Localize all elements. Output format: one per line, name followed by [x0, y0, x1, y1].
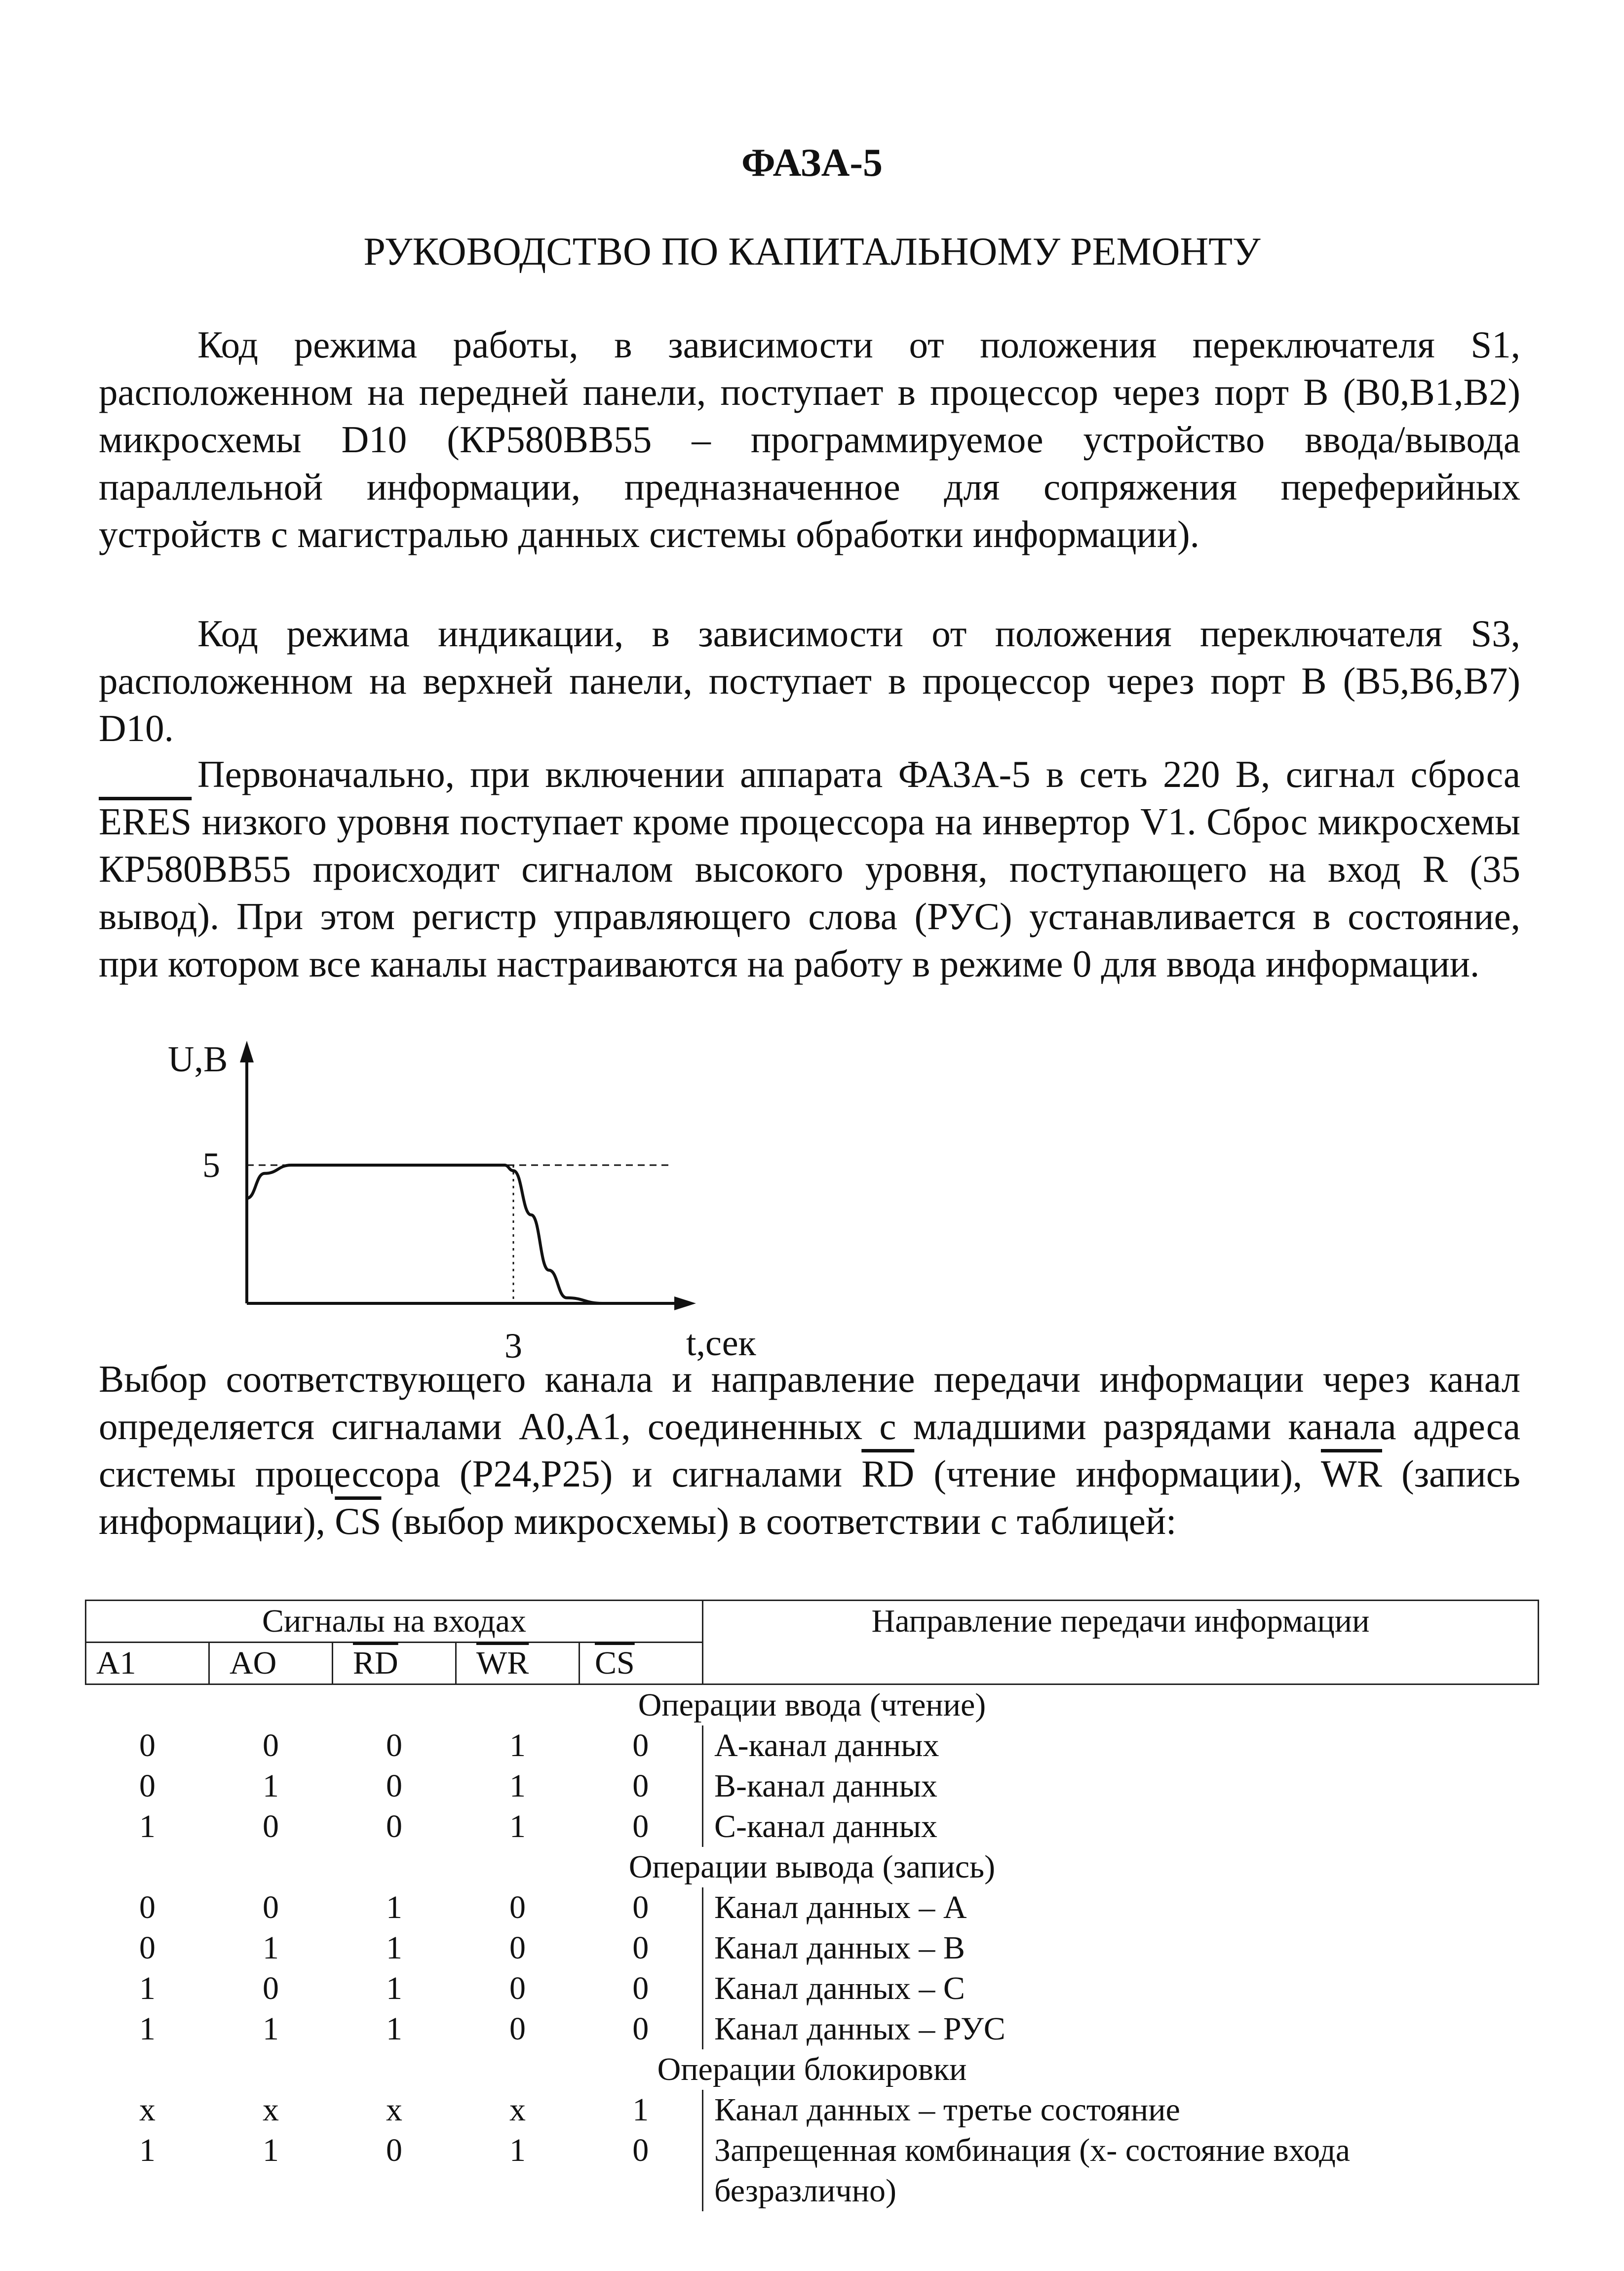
selection-text-c: (запись информации),	[99, 1452, 1521, 1542]
cell-a0: 0	[263, 1970, 279, 2006]
cell-a0: 1	[263, 2011, 279, 2047]
paragraph-indication-mode: Код режима индикации, в зависимости от положения переключателя S3, расположенном на верхней панели, поступает в процессор через порт B (B5,B6,B7) D10.	[99, 612, 1520, 749]
cell-cs: 0	[632, 1727, 649, 1763]
cell-rd: 0	[386, 2132, 402, 2168]
cell-rd: 1	[386, 1970, 402, 2006]
y-tick-label: 5	[202, 1145, 220, 1185]
cell-wr: 1	[509, 2132, 526, 2168]
selection-text-a: Выбор соответствующего канала и направление передачи информации через канал определяется сигналами A0,A1, соединенных с младшими разрядами канала адреса системы процессора (P24,P25) и сигналами	[99, 1358, 1520, 1495]
rd-signal: $\overline{RD}$	[861, 1452, 915, 1495]
cell-cs: 0	[632, 2011, 649, 2047]
cell-a1: 0	[139, 1930, 155, 1966]
cell-a1: 1	[139, 1808, 155, 1844]
cell-rd: 1	[386, 1930, 402, 1966]
cell-cs: 0	[632, 2132, 649, 2168]
cell-direction: Канал данных – С	[703, 1968, 1539, 2009]
cell-rd: 0	[386, 1727, 402, 1763]
cell-cs: 1	[632, 2092, 649, 2128]
x-axis-arrow-icon	[674, 1296, 696, 1310]
table-row	[86, 1887, 1539, 1928]
reset-signal-chart	[148, 1027, 790, 1372]
paragraph-operating-mode: Код режима работы, в зависимости от положения переключателя S1, расположенном на передней панели, поступает в процессор через порт B (B0,B1,B2) микросхемы D10 (КР580ВВ55 – программируемое устройство ввода/вывода параллельной информации, предназначенное для сопряжения переферийных устройств с магистралью данных системы обработки информации).	[99, 323, 1520, 555]
reset-text-before: Первоначально, при включении аппарата ФАЗА-5 в сеть 220 В, сигнал сброса	[197, 753, 1520, 795]
selection-text-d: (выбор микросхемы) в соответствии с таблицей:	[390, 1500, 1177, 1542]
table-row	[86, 2090, 1539, 2130]
table-row	[86, 2130, 1539, 2211]
cell-wr: 0	[509, 1930, 526, 1966]
table-row	[86, 1806, 1539, 1847]
cell-cs: 0	[632, 1808, 649, 1844]
reset-text-after: низкого уровня поступает кроме процессора на инвертор V1. Сброс микросхемы КР580ВВ55 происходит сигналом высокого уровня, поступающего на вход R (35 вывод). При этом регистр управляющего слова (РУС) устанавливается в состояние, при котором все каналы настраиваются на работу в режиме 0 для ввода информации.	[99, 800, 1521, 985]
cell-direction: Канал данных – В	[703, 1928, 1539, 1968]
direction-header: Направление передачи информации	[703, 1601, 1539, 1684]
paragraph-reset-signal	[99, 750, 1520, 987]
cell-wr: 0	[509, 1889, 526, 1925]
cell-direction: Канал данных – РУС	[703, 2009, 1539, 2049]
cell-a1: 1	[139, 2132, 155, 2168]
cell-a1: 0	[139, 1768, 155, 1804]
column-header-cs-text: $\overline{CS}$	[595, 1645, 635, 1681]
group-header: Сигналы на входах	[86, 1601, 703, 1643]
x-axis-label: t,сек	[686, 1323, 756, 1364]
cell-a1: 1	[139, 1970, 155, 2006]
cell-wr: 1	[509, 1808, 526, 1844]
column-header-a1: A1	[86, 1643, 209, 1684]
cell-rd: x	[386, 2092, 402, 2128]
cell-direction: С-канал данных	[703, 1806, 1539, 1847]
cell-wr: 0	[509, 2011, 526, 2047]
signal-truth-table	[85, 1600, 1539, 2211]
cell-a0: 1	[263, 2132, 279, 2168]
table-row	[86, 2009, 1539, 2049]
table-row	[86, 1725, 1539, 1766]
table-row	[86, 1968, 1539, 2009]
selection-text-b: (чтение информации),	[933, 1452, 1303, 1495]
section-title-blocking: Операции блокировки	[657, 2051, 967, 2087]
cell-cs: 0	[632, 1768, 649, 1804]
cell-a1: x	[139, 2092, 155, 2128]
cell-direction: В-канал данных	[703, 1766, 1539, 1806]
cell-direction: А-канал данных	[703, 1725, 1539, 1766]
section-title-input: Операции ввода (чтение)	[638, 1687, 986, 1723]
column-header-a0: AO	[209, 1643, 333, 1684]
eres-signal: ERES	[99, 800, 192, 843]
column-header-rd	[333, 1643, 456, 1684]
document-subtitle: РУКОВОДСТВО ПО КАПИТАЛЬНОМУ РЕМОНТУ	[363, 230, 1261, 274]
cell-a1: 0	[139, 1727, 155, 1763]
document-title: ФАЗА-5	[741, 141, 883, 185]
cell-wr: 1	[509, 1768, 526, 1804]
cell-rd: 1	[386, 1889, 402, 1925]
paragraph-channel-selection	[99, 1355, 1520, 1545]
cell-rd: 0	[386, 1808, 402, 1844]
cell-a0: x	[263, 2092, 279, 2128]
cell-cs: 0	[632, 1970, 649, 2006]
y-axis-label: U,В	[168, 1039, 228, 1080]
cell-a0: 1	[263, 1930, 279, 1966]
column-header-cs	[580, 1643, 703, 1684]
table-row	[86, 1766, 1539, 1806]
cell-cs: 0	[632, 1930, 649, 1966]
cell-wr: 0	[509, 1970, 526, 2006]
cell-a0: 1	[263, 1768, 279, 1804]
y-axis-arrow-icon	[240, 1041, 254, 1062]
cell-a1: 1	[139, 2011, 155, 2047]
cell-direction: Канал данных – третье состояние	[703, 2090, 1539, 2130]
cell-cs: 0	[632, 1889, 649, 1925]
cell-rd: 0	[386, 1768, 402, 1804]
section-title-output: Операции вывода (запись)	[628, 1849, 996, 1885]
cell-a0: 0	[263, 1727, 279, 1763]
cs-signal: $\overline{CS}$	[335, 1500, 382, 1542]
x-tick-label: 3	[504, 1326, 522, 1366]
reset-signal-curve	[247, 1165, 602, 1303]
column-header-rd-text: $\overline{RD}$	[353, 1645, 398, 1681]
cell-a1: 0	[139, 1889, 155, 1925]
cell-direction: Канал данных – А	[703, 1887, 1539, 1928]
cell-a0: 0	[263, 1808, 279, 1844]
cell-wr: 1	[509, 1727, 526, 1763]
cell-wr: x	[509, 2092, 526, 2128]
table-row	[86, 1928, 1539, 1968]
column-header-wr-text: $\overline{WR}$	[476, 1645, 529, 1681]
cell-direction: Запрещенная комбинация (х- состояние входа безразлично)	[703, 2130, 1539, 2211]
column-header-wr	[456, 1643, 580, 1684]
cell-rd: 1	[386, 2011, 402, 2047]
wr-signal: $\overline{WR}$	[1320, 1452, 1382, 1495]
cell-a0: 0	[263, 1889, 279, 1925]
